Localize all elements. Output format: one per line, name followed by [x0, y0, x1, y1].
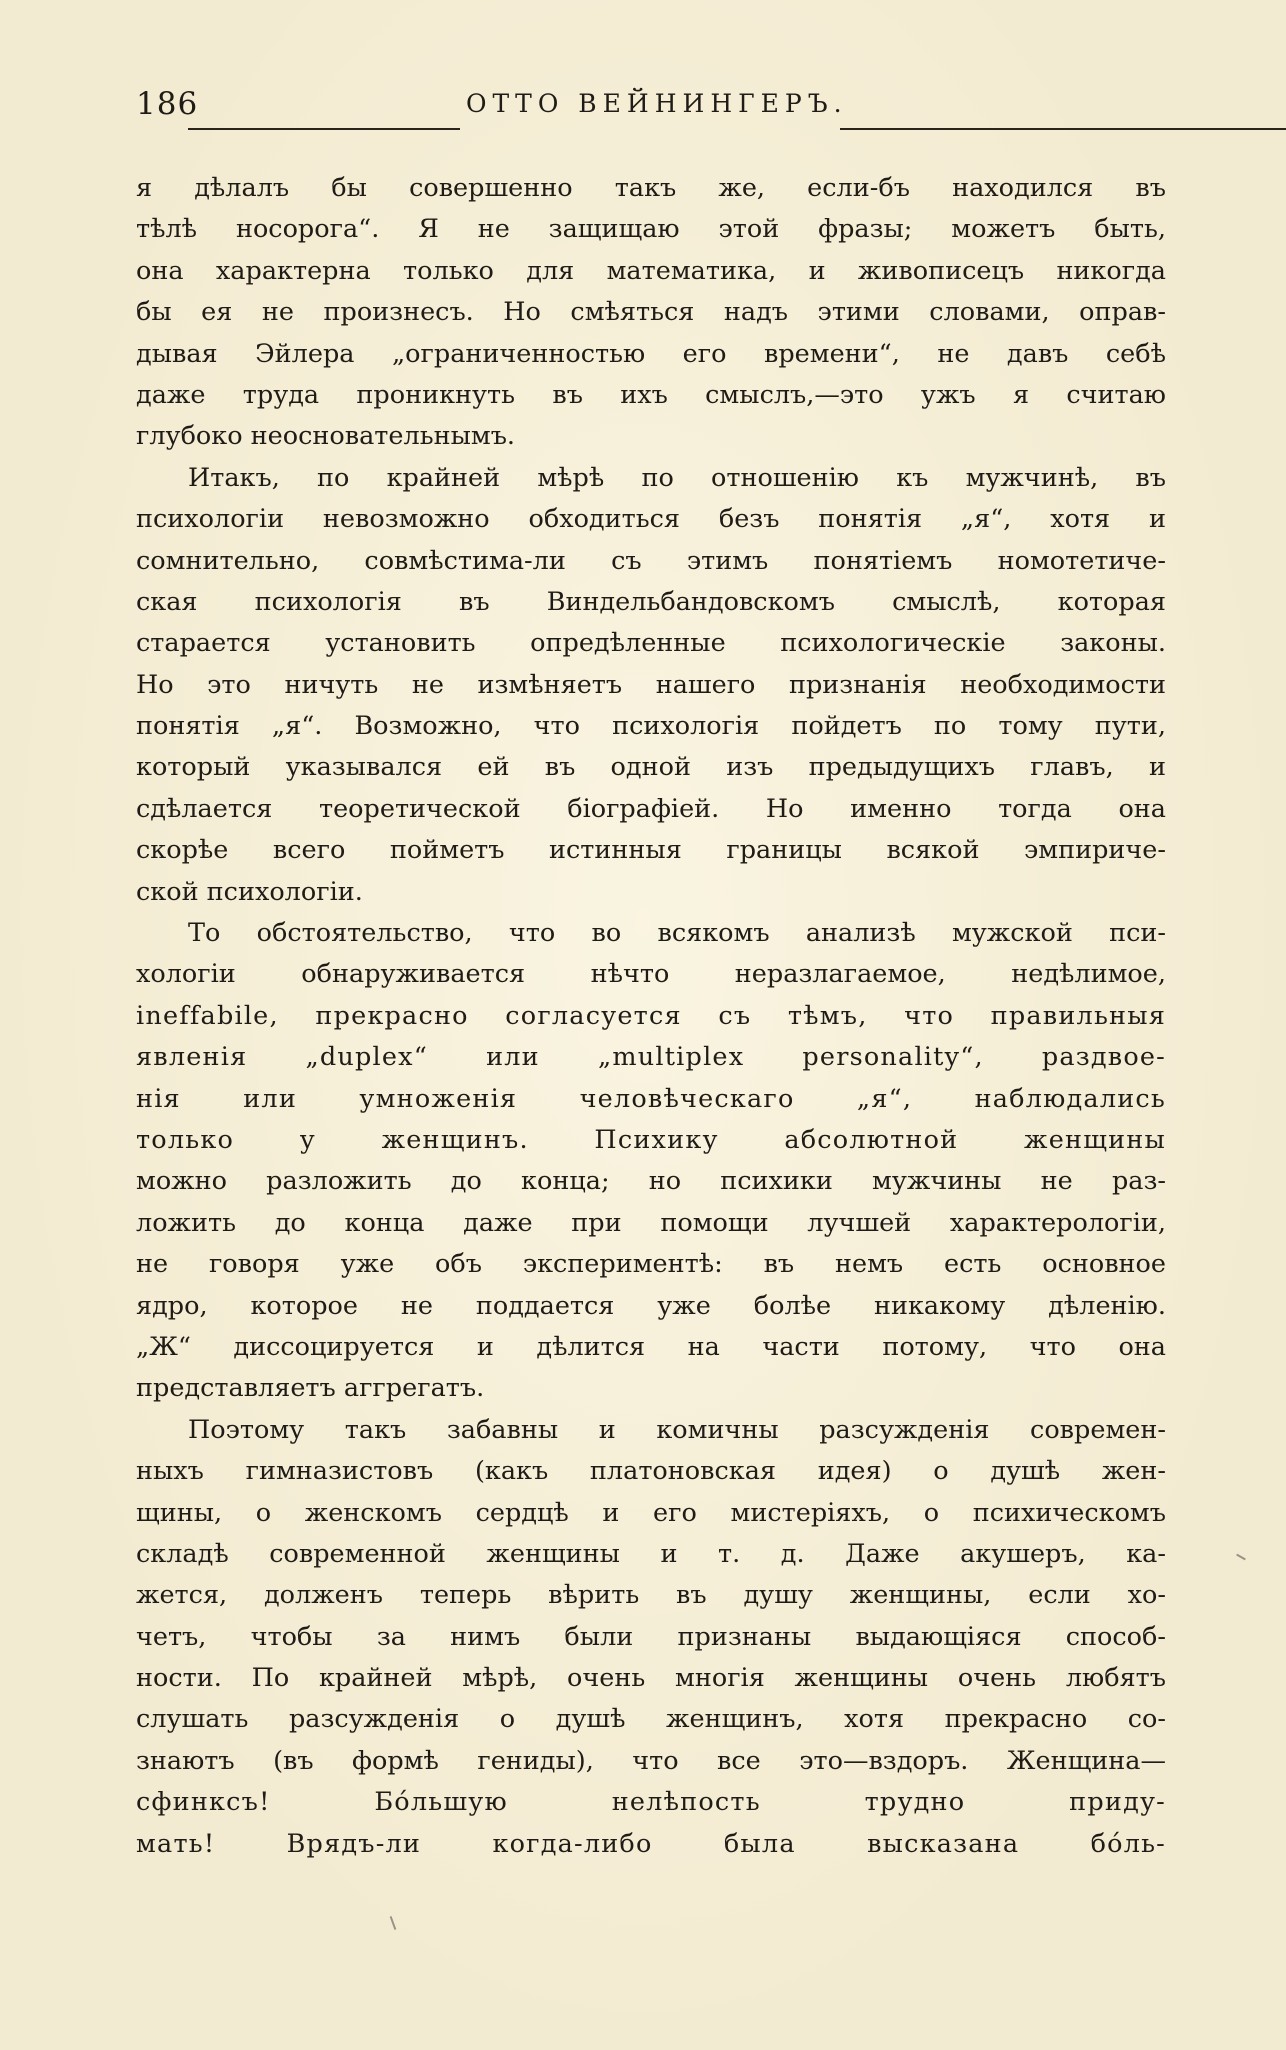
- text-line: складѣ современной женщины и т. д. Даже акушеръ, ка-: [136, 1538, 1166, 1569]
- text-line: явленія „duplex“ или „multiplex personality“, раздвое-: [136, 1042, 1166, 1073]
- body-text: [136, 168, 1166, 1865]
- text-line: знаютъ (въ формѣ гениды), что все это—вздоръ. Женщина—: [136, 1745, 1166, 1776]
- text-line: только у женщинъ. Психику абсолютной женщины: [136, 1124, 1166, 1155]
- text-line: Итакъ, по крайней мѣрѣ по отношенію къ мужчинѣ, въ: [188, 462, 1166, 493]
- text-line: я дѣлалъ бы совершенно такъ же, если-бъ находился въ: [136, 173, 1166, 203]
- text-line: сдѣлается теоретической біографіей. Но именно тогда она: [136, 793, 1166, 824]
- text-line: нія или умноженія человѣческаго „я“, наблюдались: [136, 1083, 1166, 1114]
- text-line: „Ж“ диссоцируется и дѣлится на части потому, что она: [136, 1331, 1166, 1362]
- page-header: [136, 84, 1152, 132]
- text-line: мать! Врядъ-ли когда-либо была высказана бо́ль-: [136, 1828, 1166, 1859]
- margin-mark: [1236, 1554, 1246, 1561]
- text-line: бы ея не произнесъ. Но смѣяться надъ этими словами, оправ-: [136, 297, 1166, 328]
- text-line: Поэтому такъ забавны и комичны разсужденія современ-: [188, 1414, 1166, 1445]
- text-line: даже труда проникнуть въ ихъ смыслъ,—это ужъ я считаю: [136, 379, 1166, 410]
- text-line: скорѣе всего пойметъ истинныя границы всякой эмпириче-: [136, 835, 1166, 866]
- text-line: ineffabile, прекрасно согласуется съ тѣмъ, что правильныя: [136, 1000, 1166, 1031]
- text-line: четъ, чтобы за нимъ были признаны выдающіяся способ-: [136, 1621, 1166, 1652]
- text-line: То обстоятельство, что во всякомъ анализѣ мужской пси-: [188, 918, 1166, 949]
- text-line: ности. По крайней мѣрѣ, очень многія женщины очень любятъ: [136, 1663, 1166, 1694]
- text-line: Но это ничуть не измѣняетъ нашего признанія необходимости: [136, 669, 1166, 700]
- text-line: ныхъ гимназистовъ (какъ платоновская идея) о душѣ жен-: [136, 1456, 1166, 1487]
- text-line: она характерна только для математика, и живописецъ никогда: [136, 255, 1166, 286]
- text-line: старается установить опредѣленные психологическіе законы.: [136, 628, 1166, 659]
- text-line: не говоря уже объ экспериментѣ: въ немъ есть основное: [136, 1249, 1166, 1280]
- text-line: дывая Эйлера „ограниченностью его времени“, не давъ себѣ: [136, 338, 1166, 369]
- text-line: который указывался ей въ одной изъ предыдущихъ главъ, и: [136, 752, 1166, 783]
- text-line: можно разложить до конца; но психики мужчины не раз-: [136, 1166, 1166, 1197]
- text-line: сфинксъ! Бо́льшую нелѣпость трудно приду-: [136, 1787, 1166, 1818]
- text-line: психологіи невозможно обходиться безъ понятія „я“, хотя и: [136, 504, 1166, 535]
- text-line: хологіи обнаруживается нѣчто неразлагаемое, недѣлимое,: [136, 959, 1166, 990]
- header-rule-right: [840, 128, 1286, 130]
- text-line: тѣлѣ носорога“. Я не защищаю этой фразы; можетъ быть,: [136, 214, 1166, 245]
- text-line: ложить до конца даже при помощи лучшей характерологіи,: [136, 1207, 1166, 1238]
- bottom-mark: [390, 1916, 397, 1930]
- text-line: представляетъ аггрегатъ.: [136, 1373, 485, 1404]
- text-line: сомнительно, совмѣстима-ли съ этимъ понятіемъ номотетиче-: [136, 545, 1166, 576]
- text-line: жется, долженъ теперь вѣрить въ душу женщины, если хо-: [136, 1580, 1166, 1611]
- text-line: ядро, которое не поддается уже болѣе никакому дѣленію.: [136, 1290, 1166, 1321]
- page-number: 186: [136, 86, 199, 122]
- running-head: ОТТО ВЕЙНИНГЕРЪ.: [466, 89, 848, 118]
- text-line: щины, о женскомъ сердцѣ и его мистеріяхъ, о психическомъ: [136, 1497, 1166, 1528]
- text-line: понятія „я“. Возможно, что психологія пойдетъ по тому пути,: [136, 711, 1166, 742]
- text-line: ская психологія въ Виндельбандовскомъ смыслѣ, которая: [136, 586, 1166, 617]
- text-line: слушать разсужденія о душѣ женщинъ, хотя прекрасно со-: [136, 1704, 1166, 1735]
- text-line: глубоко неосновательнымъ.: [136, 421, 516, 452]
- text-line: ской психологіи.: [136, 876, 363, 907]
- header-rule-left: [188, 128, 460, 130]
